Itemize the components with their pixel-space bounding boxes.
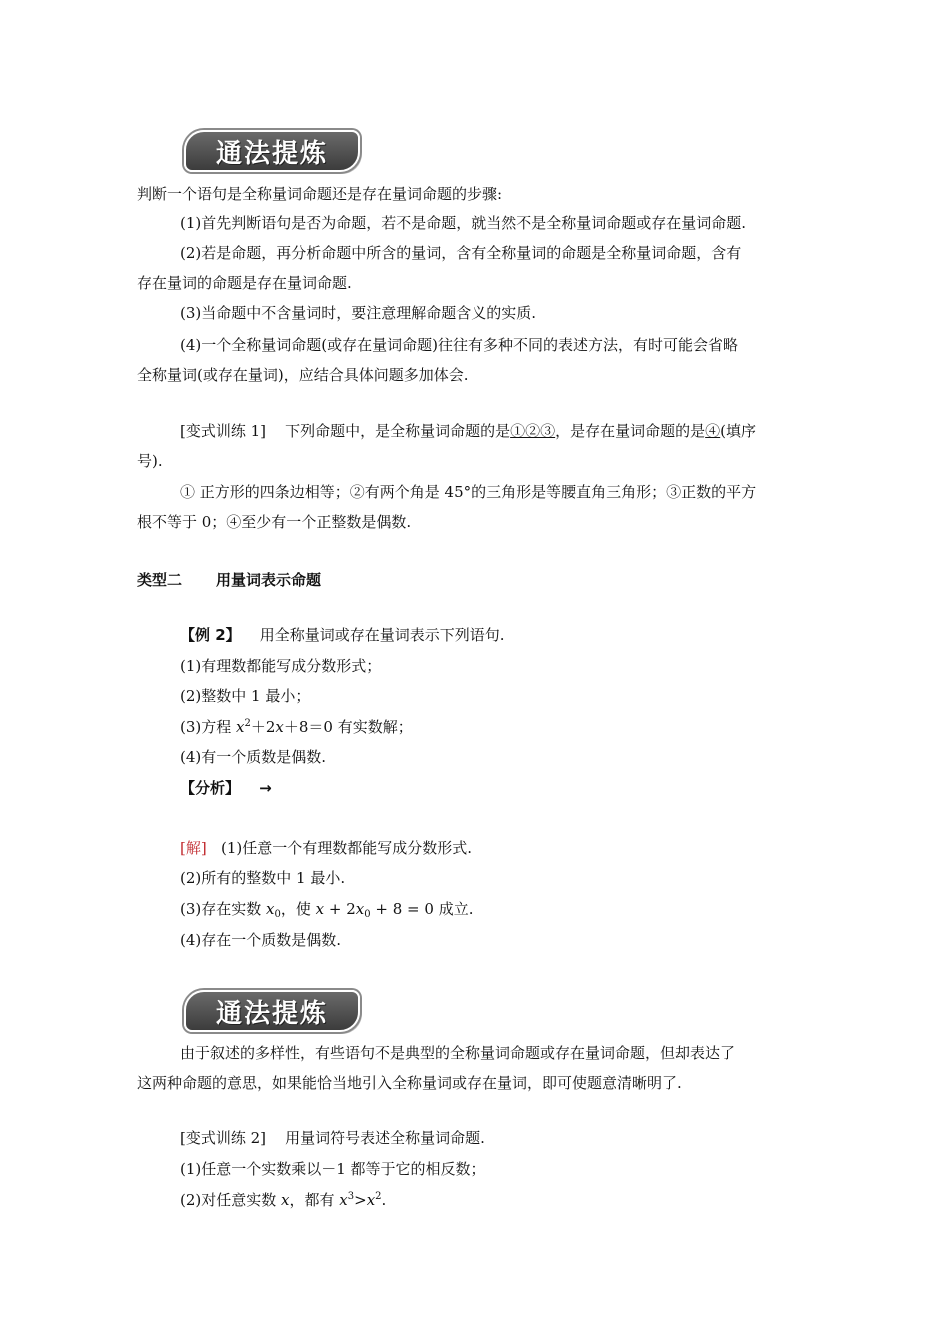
exp-3: 3 bbox=[347, 1191, 355, 1202]
example2-text: 用全称量词或存在量词表示下列语句. bbox=[259, 626, 505, 644]
solution-a3-pre: (3)存在实数 bbox=[180, 900, 267, 918]
variant2-text: 用量词符号表述全称量词命题. bbox=[285, 1129, 485, 1147]
variant1-answer1: ①②③ bbox=[510, 422, 556, 440]
arrow-icon: → bbox=[259, 779, 272, 797]
variant1-text3: (填序 bbox=[720, 422, 757, 440]
method-summary-banner bbox=[184, 990, 364, 1036]
period: . bbox=[381, 1191, 387, 1209]
example2-q3-pre: (3)方程 bbox=[180, 718, 237, 736]
variant1-items-a: ① 正方形的四条边相等；②有两个角是 45°的三角形是等腰直角三角形；③正数的平方 bbox=[180, 483, 757, 501]
solution-a3 bbox=[180, 899, 473, 919]
variant1-text1: 下列命题中，是全称量词命题的是 bbox=[285, 422, 511, 440]
variant2-q2 bbox=[180, 1190, 386, 1210]
method-summary-banner bbox=[184, 130, 364, 176]
variant2-q2-pre: (2)对任意实数 bbox=[180, 1191, 282, 1209]
example2-label: 【例 2】 bbox=[180, 626, 241, 644]
sub-0: 0 bbox=[364, 909, 371, 920]
variant2-q1: (1)任意一个实数乘以－1 都等于它的相反数； bbox=[180, 1160, 486, 1178]
variant2-line bbox=[180, 1128, 485, 1148]
solution-line1 bbox=[180, 838, 472, 858]
var-x0: x bbox=[355, 900, 365, 918]
var-x0: x bbox=[266, 900, 275, 918]
solution-label: [解] bbox=[180, 839, 207, 857]
banner-title: 通法提炼 bbox=[215, 138, 328, 169]
variant1-line1 bbox=[180, 421, 756, 441]
variant2-q2-mid: ，都有 bbox=[289, 1191, 340, 1209]
example2-q1: (1)有理数都能写成分数形式； bbox=[180, 657, 382, 675]
section2-line1: 由于叙述的多样性，有些语句不是典型的全称量词命题或存在量词命题，但却表达了 bbox=[180, 1044, 736, 1062]
variant1-label: [变式训练 1] bbox=[180, 422, 267, 440]
solution-a3-post: + 8 = 0 成立. bbox=[370, 900, 474, 918]
variant1-items-b: 根不等于 0；④至少有一个正整数是偶数. bbox=[137, 513, 412, 531]
sub-0: 0 bbox=[274, 909, 281, 920]
example2-q2: (2)整数中 1 最小； bbox=[180, 687, 311, 705]
section1-step4a: (4)一个全称量词命题(或存在量词命题)往往有多种不同的表述方法，有时可能会省略 bbox=[180, 336, 738, 354]
example2-q3-post: ＋8＝0 有实数解； bbox=[283, 718, 413, 736]
variant1-answer2: ④ bbox=[705, 422, 721, 440]
analysis-label: 【分析】 bbox=[180, 779, 241, 797]
solution-a3-mid: ，使 bbox=[280, 900, 316, 918]
section1-intro: 判断一个语句是全称量词命题还是存在量词命题的步骤: bbox=[137, 185, 503, 203]
type2-title: 用量词表示命题 bbox=[216, 571, 322, 589]
gt-sign: > bbox=[354, 1191, 367, 1209]
var-x: x bbox=[315, 900, 325, 918]
example2-line bbox=[180, 625, 505, 645]
section1-step4b: 全称量词(或存在量词)，应结合具体问题多加体会. bbox=[137, 366, 469, 384]
var-x: x bbox=[275, 718, 284, 736]
example2-q3 bbox=[180, 717, 413, 737]
section1-step1: (1)首先判断语句是否为命题，若不是命题，就当然不是全称量词命题或存在量词命题. bbox=[180, 214, 747, 232]
section1-step2a: (2)若是命题，再分析命题中所含的量词，含有全称量词的命题是全称量词命题，含有 bbox=[180, 244, 742, 262]
type2-label: 类型二 bbox=[137, 571, 183, 589]
variant1-line2: 号). bbox=[137, 452, 163, 470]
var-x: x bbox=[236, 718, 245, 736]
section2-line2: 这两种命题的意思，如果能恰当地引入全称量词或存在量词，即可使题意清晰明了. bbox=[137, 1074, 682, 1092]
example2-q3-mid: ＋2 bbox=[250, 718, 276, 736]
solution-a1: (1)任意一个有理数都能写成分数形式. bbox=[221, 839, 473, 857]
section1-step2b: 存在量词的命题是存在量词命题. bbox=[137, 274, 352, 292]
var-x: x bbox=[339, 1191, 348, 1209]
banner-title: 通法提炼 bbox=[215, 998, 328, 1029]
example2-q4: (4)有一个质数是偶数. bbox=[180, 748, 327, 766]
exp-2: 2 bbox=[244, 718, 251, 729]
type2-heading bbox=[137, 570, 321, 590]
solution-a3-mid2: + 2 bbox=[324, 900, 356, 918]
var-x: x bbox=[281, 1191, 290, 1209]
variant1-text2: ，是存在量词命题的是 bbox=[555, 422, 706, 440]
var-x: x bbox=[366, 1191, 376, 1209]
analysis-line bbox=[180, 778, 272, 798]
solution-a4: (4)存在一个质数是偶数. bbox=[180, 931, 342, 949]
section1-step3: (3)当命题中不含量词时，要注意理解命题含义的实质. bbox=[180, 304, 537, 322]
solution-a2: (2)所有的整数中 1 最小. bbox=[180, 869, 346, 887]
variant2-label: [变式训练 2] bbox=[180, 1129, 267, 1147]
exp-2: 2 bbox=[375, 1191, 382, 1202]
